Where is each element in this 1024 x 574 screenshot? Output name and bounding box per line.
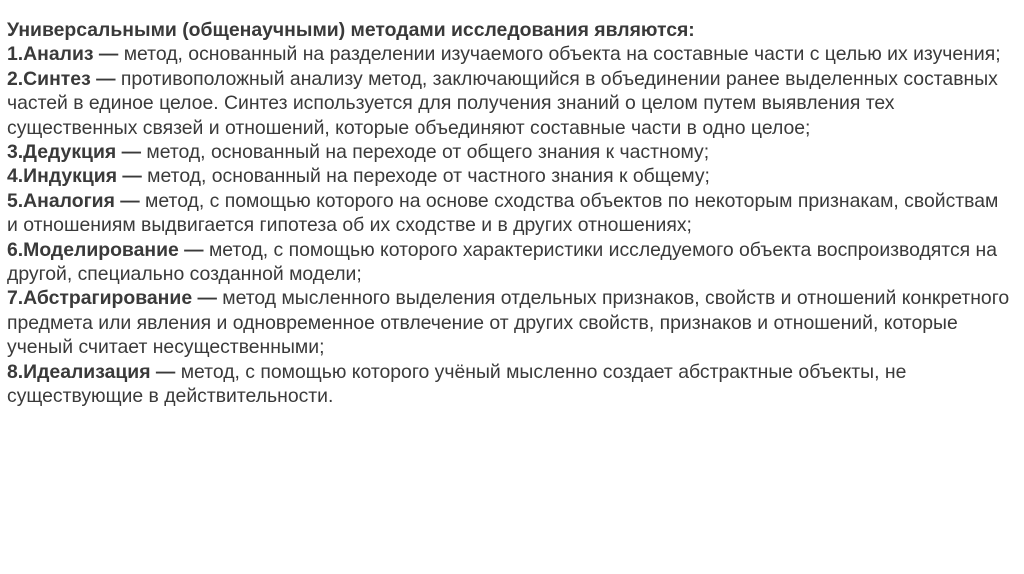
- list-item-analysis: [7, 42, 1014, 66]
- item-term: 8.Идеализация —: [7, 360, 176, 383]
- item-term: 2.Синтез —: [7, 67, 116, 90]
- item-text: метод, основанный на переходе от частного знания к общему;: [141, 165, 710, 188]
- item-term: 4.Индукция —: [7, 165, 142, 188]
- item-text: метод, с помощью которого характеристики исследуемого объекта воспроизводятся на другой, специально созданной модели;: [7, 238, 998, 286]
- item-term: 6.Моделирование —: [7, 238, 204, 261]
- item-term: 3.Дедукция —: [7, 141, 141, 164]
- item-text: метод, с помощью которого учёный мысленно создает абстрактные объекты, не существующие в действительности.: [7, 360, 907, 408]
- list-item-synthesis: [7, 67, 1014, 140]
- list-item-induction: [7, 164, 1014, 188]
- item-text: метод мысленного выделения отдельных признаков, свойств и отношений конкретного предмета или явления и одновременное отвлечение от других свойств, признаков и отношений, которые ученый считает несущественными;: [7, 287, 1010, 359]
- list-item-analogy: [7, 189, 1014, 238]
- list-item-deduction: [7, 140, 1014, 164]
- item-text: противоположный анализу метод, заключающийся в объединении ранее выделенных составных частей в единое целое. Синтез используется для получения знаний о целом путем выявления тех существенных связей и отношений, которые объединяют составные части в одно целое;: [7, 67, 998, 139]
- item-term: 7.Абстрагирование —: [7, 287, 217, 310]
- item-text: метод, основанный на разделении изучаемого объекта на составные части с целью их изучения;: [118, 43, 1001, 66]
- item-text: метод, основанный на переходе от общего знания к частному;: [140, 141, 710, 164]
- item-text: метод, с помощью которого на основе сходства объектов по некоторым признакам, свойствам и отношениям выдвигается гипотеза об их сходстве и в других отношениях;: [7, 189, 999, 237]
- list-item-modeling: [7, 238, 1014, 287]
- item-term: 5.Аналогия —: [7, 189, 140, 212]
- slide-heading: Универсальными (общенаучными) методами исследования являются:: [7, 19, 695, 41]
- item-term: 1.Анализ —: [7, 43, 119, 66]
- list-item-abstraction: [7, 286, 1014, 359]
- slide-body: [7, 18, 1014, 409]
- list-item-idealization: [7, 360, 1014, 409]
